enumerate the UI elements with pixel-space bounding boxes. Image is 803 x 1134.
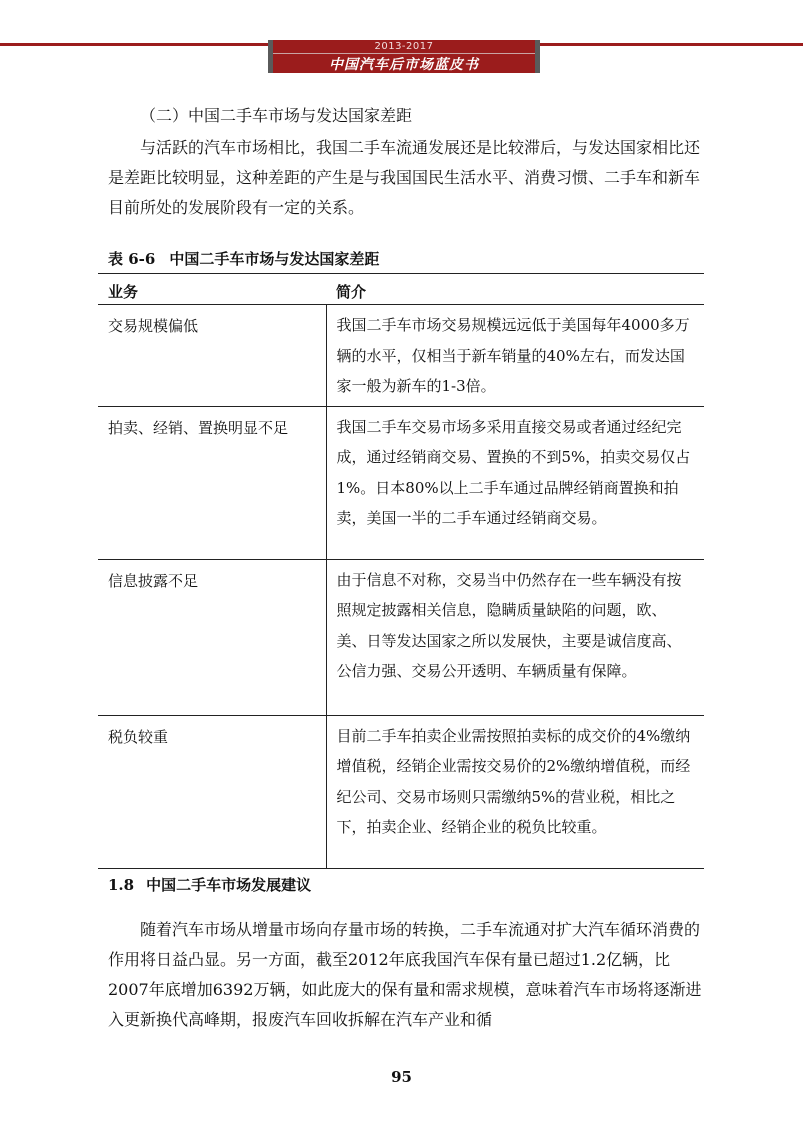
table-row xyxy=(98,715,704,868)
closing-paragraph: 随着汽车市场从增量市场向存量市场的转换，二手车流通对扩大汽车循环消费的作用将日益凸显。另一方面，截至2012年底我国汽车保有量已超过1.2亿辆，比2007年底增加6392万辆，如此庞大的保有量和需求规模，意味着汽车市场将逐渐进入更新换代高峰期，报废汽车回收拆解在汽车产业和循 xyxy=(108,920,702,1029)
table-caption-title: 中国二手车市场与发达国家差距 xyxy=(169,250,380,268)
section-heading xyxy=(108,874,311,895)
cell-description: 我国二手车交易市场多采用直接交易或者通过经纪完成，通过经销商交易、置换的不到5%，拍卖交易仅占1%。日本80%以上二手车通过品牌经销商置换和拍卖，美国一半的二手车通过经销商交易。 xyxy=(326,406,704,559)
cell-business: 拍卖、经销、置换明显不足 xyxy=(98,406,326,559)
table-row xyxy=(98,305,704,407)
intro-paragraph: 与活跃的汽车市场相比，我国二手车流通发展还是比较滞后，与发达国家相比还是差距比较明显，这种差距的产生是与我国国民生活水平、消费习惯、二手车和新车目前所处的发展阶段有一定的关系。 xyxy=(108,138,701,217)
header-years: 2013-2017 xyxy=(374,41,434,52)
table-row xyxy=(98,559,704,715)
table-caption-number: 表 6-6 xyxy=(108,250,156,268)
cell-business: 交易规模偏低 xyxy=(98,305,326,407)
subheading: （二）中国二手车市场与发达国家差距 xyxy=(140,106,413,125)
cell-description: 我国二手车市场交易规模远远低于美国每年4000多万辆的水平，仅相当于新车销量的40%左右，而发达国家一般为新车的1-3倍。 xyxy=(326,305,704,407)
cell-business: 信息披露不足 xyxy=(98,559,326,715)
section-number: 1.8 xyxy=(108,876,135,894)
table-header-row xyxy=(98,274,704,305)
header-banner xyxy=(268,40,540,73)
cell-description: 由于信息不对称，交易当中仍然存在一些车辆没有按照规定披露相关信息，隐瞒质量缺陷的问题，欧、美、日等发达国家之所以发展快，主要是诚信度高、公信力强、交易公开透明、车辆质量有保障。 xyxy=(326,559,704,715)
page-number: 95 xyxy=(391,1068,412,1086)
header-description: 简介 xyxy=(326,274,704,305)
header-title: 中国汽车后市场蓝皮书 xyxy=(329,57,479,73)
section-title: 中国二手车市场发展建议 xyxy=(146,876,312,894)
header-business: 业务 xyxy=(98,274,326,305)
cell-description: 目前二手车拍卖企业需按照拍卖标的成交价的4%缴纳增值税，经销企业需按交易价的2%缴纳增值税，而经纪公司、交易市场则只需缴纳5%的营业税，相比之下，拍卖企业、经销企业的税负比较重。 xyxy=(326,715,704,868)
comparison-table xyxy=(98,273,704,869)
table-row xyxy=(98,406,704,559)
cell-business: 税负较重 xyxy=(98,715,326,868)
table-caption xyxy=(108,248,379,269)
